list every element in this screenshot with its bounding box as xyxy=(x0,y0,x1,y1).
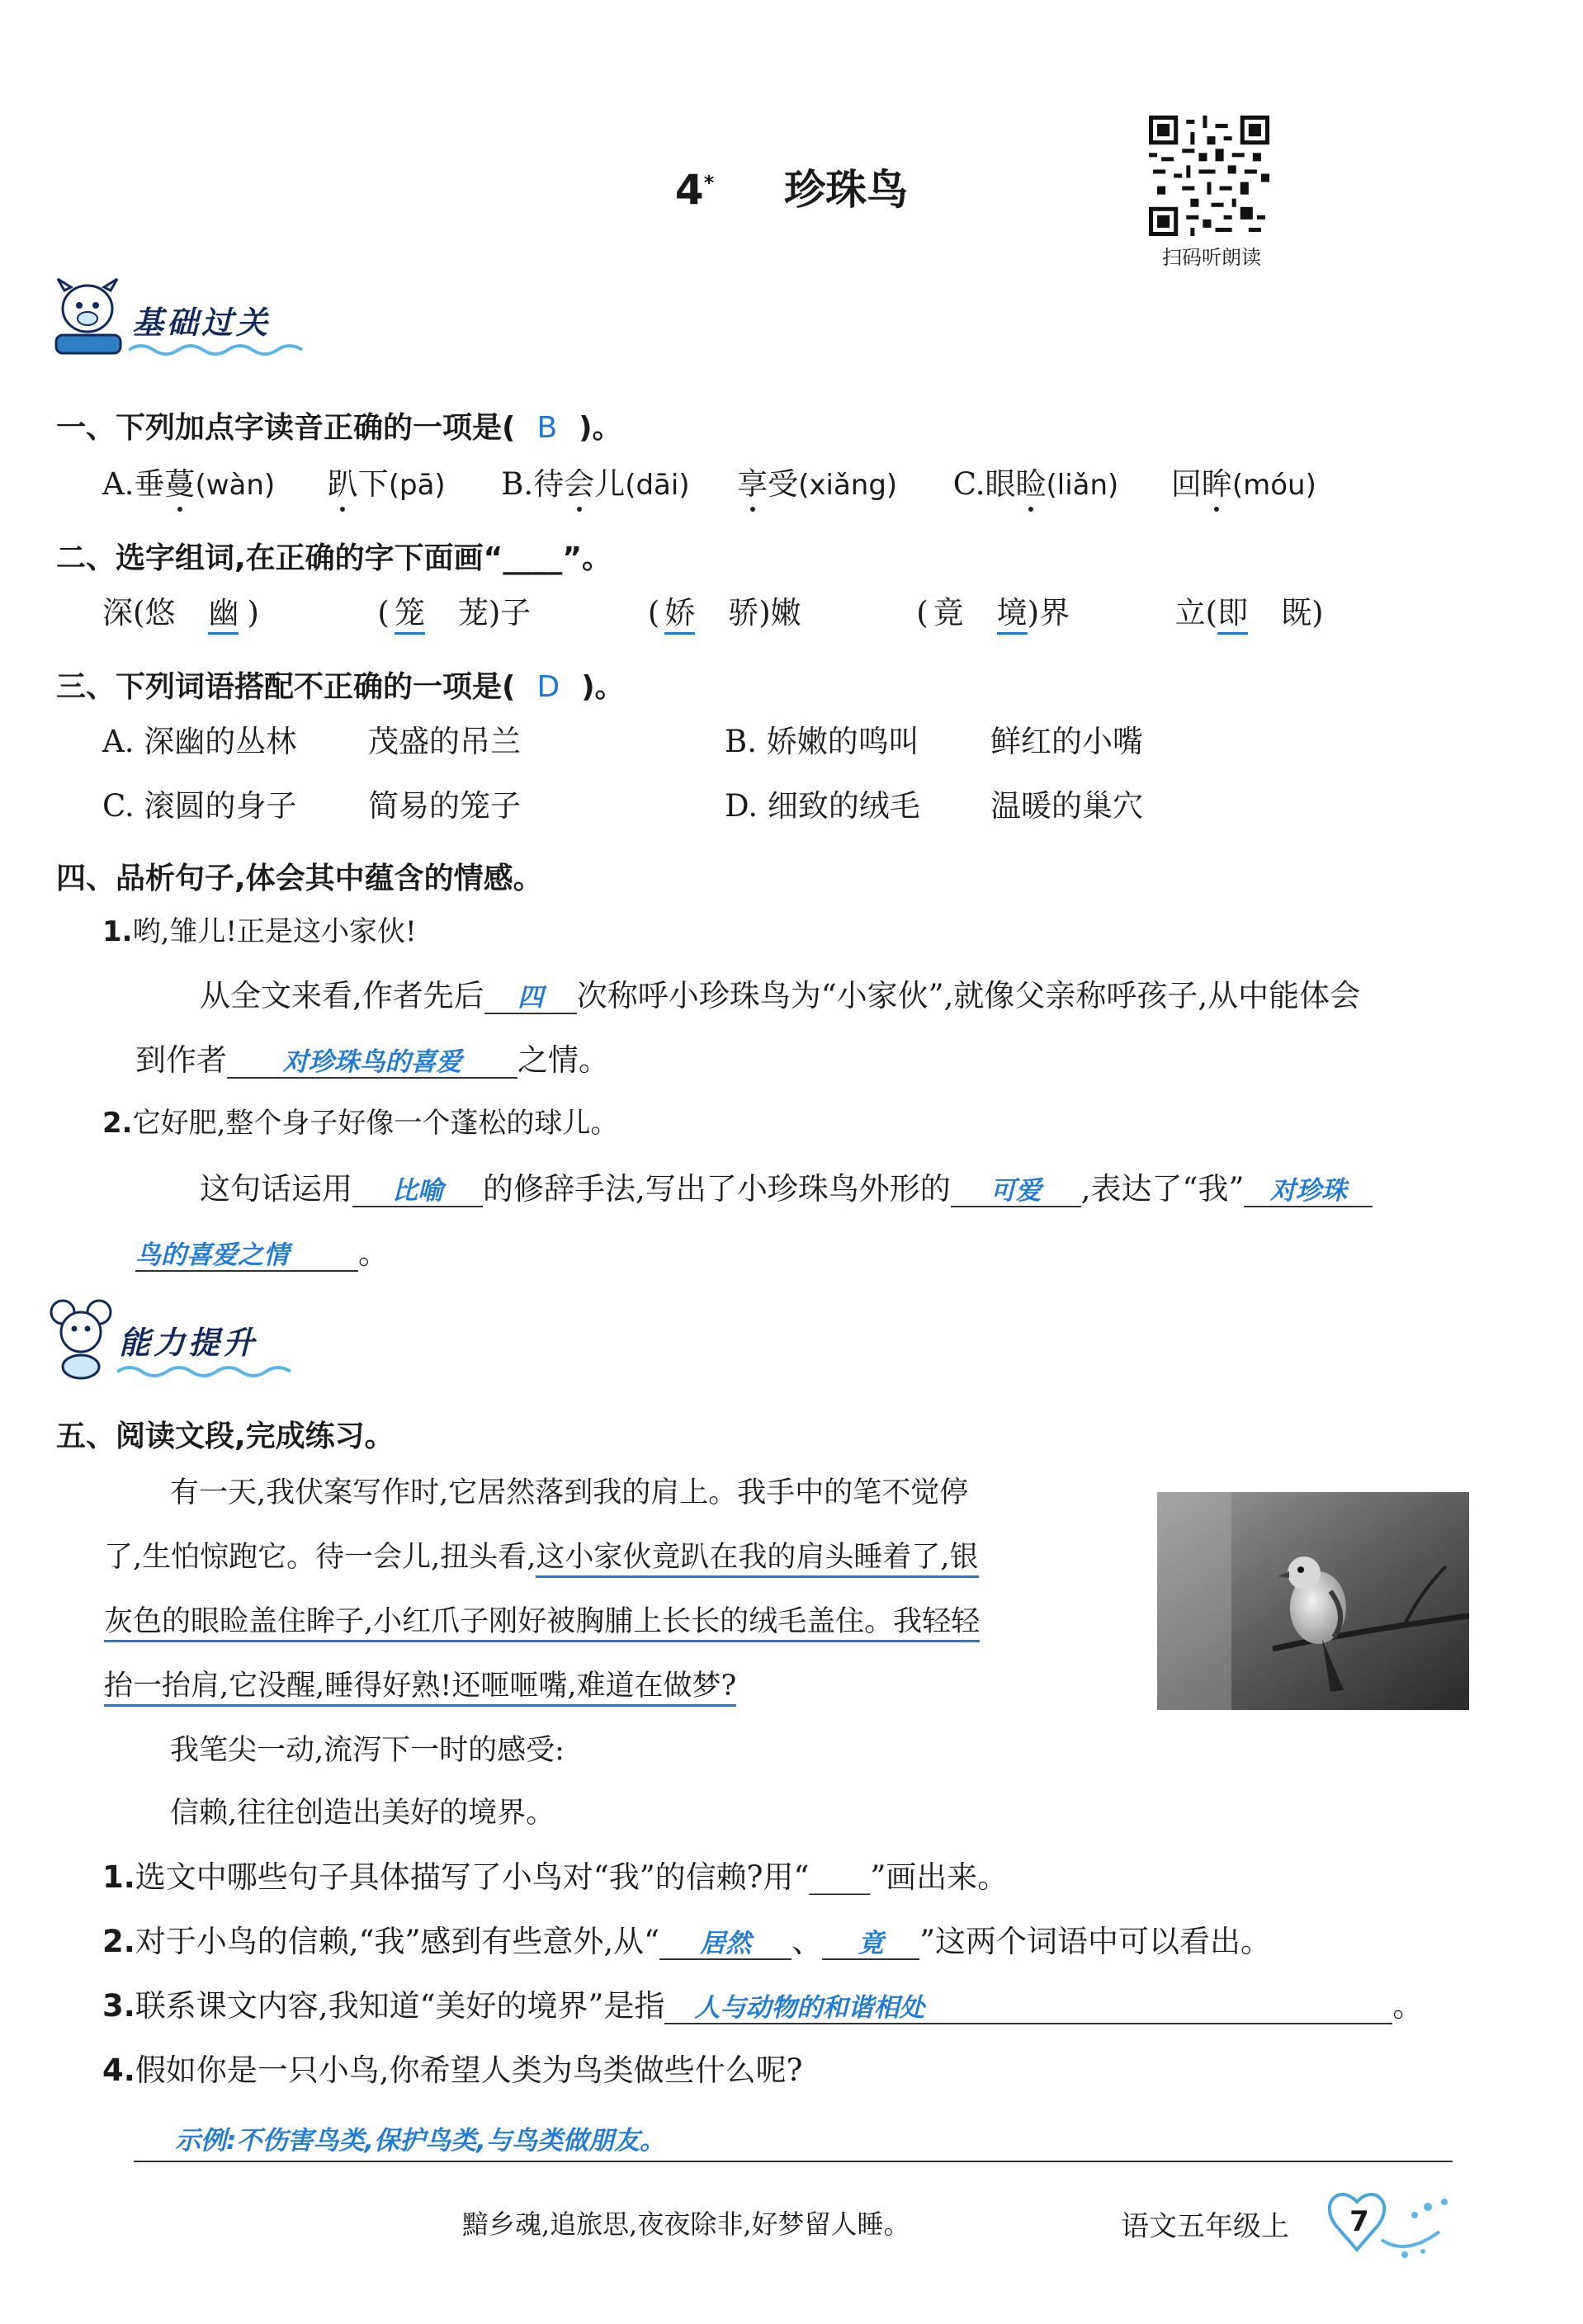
passage-underline-1: 这小家伙竟趴在我的肩头睡着了,银 xyxy=(536,1541,978,1578)
q1-b2-pinyin: (xiǎng) xyxy=(798,469,898,502)
q1-c1-pinyin: (liǎn) xyxy=(1046,469,1119,502)
q4-s1-l1a: 从全文来看,作者先后 xyxy=(200,978,484,1013)
q3-option-b: B. 娇嫩的鸣叫 xyxy=(725,724,919,759)
q4-s1-l2b: 之情。 xyxy=(517,1042,609,1078)
q3-stem xyxy=(56,664,625,706)
q5-sub4-answer: 示例:不伤害鸟类,保护鸟类,与鸟类做朋友。 xyxy=(175,2126,665,2156)
q1-c2-dotted: 眸 xyxy=(1201,466,1232,502)
q3-stem-text: 三、下列词语搭配不正确的一项是( xyxy=(56,670,516,704)
passage-line-5: 我笔尖一动,流泻下一时的感受: xyxy=(170,1734,565,1767)
q1-a2-pinyin: (pā) xyxy=(388,469,446,502)
q5-sub2-text-b: ”这两个词语中可以看出。 xyxy=(919,1924,1272,1959)
q5-sub2-text-a: 对于小鸟的信赖,“我”感到有些意外,从“ xyxy=(135,1924,660,1959)
q5-sub4-text: 假如你是一只小鸟,你希望人类为鸟类做些什么呢? xyxy=(135,2052,803,2088)
q4-s2-end: 。 xyxy=(358,1235,389,1271)
passage-line-3 xyxy=(104,1605,981,1638)
passage-line-2 xyxy=(104,1543,979,1572)
q5-sub3-number: 3. xyxy=(102,1988,135,2024)
pearl-bird-photo xyxy=(1157,1492,1469,1710)
q4-s1-answer1: 四 xyxy=(517,983,544,1013)
q4-s1-text: 哟,雏儿!正是这小家伙! xyxy=(132,915,417,948)
q4-s2-number: 2. xyxy=(102,1107,133,1140)
q2-group-4 xyxy=(916,595,1070,631)
q2-group-5 xyxy=(1175,595,1324,631)
q2-g2-pre: ( xyxy=(377,595,390,631)
q4-s2-answer3-blank[interactable] xyxy=(1244,1174,1373,1207)
q3-option-c: C. 滚圆的身子 xyxy=(102,788,297,824)
q4-s1-answer1-blank[interactable] xyxy=(484,980,577,1014)
q5-sub1 xyxy=(102,1859,1009,1895)
q4-sentence-2 xyxy=(102,1107,619,1140)
q2-g4-pre: ( xyxy=(916,595,929,631)
q3-option-a: A. 深幽的丛林 xyxy=(102,724,297,759)
q5-sub4 xyxy=(102,2052,803,2088)
q5-sub2 xyxy=(102,1926,1271,1960)
q1-stem xyxy=(56,404,622,446)
q2-group-3 xyxy=(648,595,801,631)
q3-end: )。 xyxy=(581,670,625,704)
q5-sub2-answer1-blank[interactable] xyxy=(659,1926,792,1960)
q4-s2-answer2-blank[interactable] xyxy=(951,1174,1081,1207)
q1-c2-pinyin: (móu) xyxy=(1231,469,1316,502)
q1-opt-a: A. xyxy=(102,466,135,502)
q1-a1-char: 垂 xyxy=(134,466,165,502)
q2-g3-pre: ( xyxy=(647,595,660,631)
q3-option-a2: 茂盛的吊兰 xyxy=(368,724,521,759)
q1-c1-char: 眼 xyxy=(985,466,1016,502)
q2-g2-post: )子 xyxy=(488,595,532,631)
q2-g3-option-b[interactable]: 骄 xyxy=(728,595,759,631)
passage-line-6: 信赖,往往创造出美好的境界。 xyxy=(170,1797,555,1830)
cow-mascot-icon xyxy=(50,276,129,361)
q1-b1-char2: 儿 xyxy=(594,466,626,502)
section-heading-basic xyxy=(50,276,314,366)
q4-s2-line1 xyxy=(200,1171,1373,1207)
q1-b1-char1: 待 xyxy=(533,466,565,502)
q2-g3-post: )嫩 xyxy=(758,595,801,631)
q4-s2-answer1: 比喻 xyxy=(392,1176,443,1206)
q1-a1-pinyin: (wàn) xyxy=(195,469,276,502)
passage-line-4 xyxy=(104,1672,736,1701)
q5-sub3-answer: 人与动物的和谐相处 xyxy=(694,1993,925,2023)
q1-b1-dotted: 会 xyxy=(564,466,595,502)
q2-groups xyxy=(102,595,1324,631)
wave-decoration xyxy=(117,1363,307,1380)
q4-s2-answer2: 可爱 xyxy=(990,1176,1042,1206)
qr-code-icon[interactable] xyxy=(1149,116,1269,236)
q3-option-b2: 鲜红的小嘴 xyxy=(990,724,1143,759)
q4-stem: 四、品析句子,体会其中蕴含的情感。 xyxy=(56,862,543,895)
q1-b2-dotted: 享 xyxy=(737,466,768,502)
section-title-ability: 能力提升 xyxy=(119,1325,258,1361)
q1-a1-dotted: 蔓 xyxy=(164,466,196,502)
q1-a2-dotted: 趴 xyxy=(327,466,358,502)
lesson-mark: * xyxy=(703,171,715,195)
wave-decoration xyxy=(129,342,319,358)
q4-sentence-1 xyxy=(102,915,417,948)
page-number: 7 xyxy=(1349,2205,1369,2238)
footer-quote: 黯乡魂,追旅思,夜夜除非,好梦留人睡。 xyxy=(462,2208,910,2240)
q4-s2-text: 它好肥,整个身子好像一个蓬松的球儿。 xyxy=(132,1107,619,1140)
lesson-title: 珍珠鸟 xyxy=(784,166,909,214)
q5-sub3 xyxy=(102,1988,1424,2024)
q2-g1-option-b-marked[interactable]: 幽 xyxy=(208,595,239,635)
q4-s1-line2 xyxy=(135,1042,609,1079)
q5-sub2-mid: 、 xyxy=(792,1924,823,1959)
q5-sub3-text: 联系课文内容,我知道“美好的境界”是指 xyxy=(135,1988,665,2024)
q3-option-d: D. 细致的绒毛 xyxy=(725,788,920,824)
passage-underline-2: 灰色的眼睑盖住眸子,小红爪子刚好被胸脯上长长的绒毛盖住。 xyxy=(104,1605,893,1642)
q4-s1-l2a: 到作者 xyxy=(135,1042,227,1078)
q5-sub2-answer2: 竟 xyxy=(858,1929,884,1958)
mouse-mascot-icon xyxy=(50,1296,116,1382)
q2-g5-option-b[interactable]: 既 xyxy=(1281,595,1312,631)
q1-a2-char: 下 xyxy=(357,466,389,502)
q2-g4-option-b-marked[interactable]: 境 xyxy=(997,595,1028,635)
q5-sub3-answer-blank[interactable] xyxy=(664,1991,1392,2024)
q4-s2-l1b: 的修辞手法,写出了小珍珠鸟外形的 xyxy=(483,1171,951,1207)
q4-s2-answer1-blank[interactable] xyxy=(352,1174,483,1207)
q1-answer: B xyxy=(536,411,558,445)
q5-sub1-text: 选文中哪些句子具体描写了小鸟对“我”的信赖?用“____”画出来。 xyxy=(135,1859,1009,1895)
q4-s2-answer3a: 对珍珠 xyxy=(1269,1176,1347,1206)
passage-line-1: 有一天,我伏案写作时,它居然落到我的肩上。我手中的笔不觉停 xyxy=(170,1476,969,1509)
lesson-title-row xyxy=(0,157,1583,216)
q2-g1-pre: 深( xyxy=(102,595,145,631)
q2-stem: 二、选字组词,在正确的字下面画“____”。 xyxy=(56,541,612,575)
q2-g2-option-a-marked[interactable]: 笼 xyxy=(395,595,425,635)
q4-s2-l1a: 这句话运用 xyxy=(200,1171,352,1207)
q2-g3-option-a-marked[interactable]: 娇 xyxy=(664,595,695,635)
q1-b1-pinyin: (dāi) xyxy=(625,469,690,502)
lesson-number: 4 xyxy=(674,166,704,214)
q4-s2-l1c: ,表达了“我” xyxy=(1080,1171,1245,1207)
section-heading-ability xyxy=(50,1296,297,1386)
q5-sub2-answer2-blank[interactable] xyxy=(822,1926,919,1960)
section-title-basic: 基础过关 xyxy=(132,305,272,341)
q5-sub3-end: 。 xyxy=(1392,1988,1424,2024)
q2-g5-pre: 立( xyxy=(1174,595,1218,631)
q1-c1-dotted: 睑 xyxy=(1015,466,1047,502)
q4-s2-answer3b: 鸟的喜爱之情 xyxy=(135,1240,289,1270)
q1-opt-b: B. xyxy=(501,466,534,502)
q2-g4-option-a[interactable]: 竟 xyxy=(933,595,964,631)
q2-group-1 xyxy=(102,595,259,631)
q2-g4-post: )界 xyxy=(1027,595,1070,631)
qr-label: 扫码听朗读 xyxy=(1162,246,1261,269)
q3-option-c2: 简易的笼子 xyxy=(368,788,521,824)
q4-s1-answer2-blank[interactable] xyxy=(227,1045,517,1079)
q1-end: )。 xyxy=(579,411,622,445)
q1-b2-char: 受 xyxy=(768,466,799,502)
q4-s1-answer2: 对珍珠鸟的喜爱 xyxy=(282,1047,462,1077)
q1-opt-c: C. xyxy=(952,466,985,502)
q5-stem: 五、阅读文段,完成练习。 xyxy=(56,1419,395,1453)
q4-s1-line1 xyxy=(200,980,1360,1014)
q1-c2-char: 回 xyxy=(1170,466,1202,502)
q5-sub4-number: 4. xyxy=(102,2052,135,2088)
q4-s1-number: 1. xyxy=(102,915,133,948)
q2-g2-option-b[interactable]: 茏 xyxy=(457,595,489,631)
q5-sub2-answer1: 居然 xyxy=(700,1929,752,1958)
passage-line-2a: 了,生怕惊跑它。待一会儿,扭头看, xyxy=(104,1541,536,1574)
q5-sub4-answer-line[interactable] xyxy=(134,2119,1453,2162)
q4-s2-answer3b-blank[interactable] xyxy=(135,1238,358,1272)
q4-s2-line2 xyxy=(135,1235,389,1272)
q2-g1-post: ) xyxy=(247,595,259,631)
q2-g1-option-a[interactable]: 悠 xyxy=(144,595,176,631)
q2-g5-post: ) xyxy=(1311,595,1324,631)
q3-answer: D xyxy=(536,670,560,704)
footer-book-title: 语文五年级上 xyxy=(1121,2210,1289,2243)
q1-options xyxy=(102,466,1316,502)
q1-stem-text: 一、下列加点字读音正确的一项是( xyxy=(56,411,516,445)
passage-underline-3: 抬一抬肩,它没醒,睡得好熟!还咂咂嘴,难道在做梦? xyxy=(104,1670,736,1707)
q2-g5-option-a-marked[interactable]: 即 xyxy=(1217,595,1248,635)
passage-underline-3a: 我轻轻 xyxy=(893,1605,980,1642)
q5-sub2-number: 2. xyxy=(102,1924,135,1959)
q5-sub1-number: 1. xyxy=(102,1859,135,1895)
q3-option-d2: 温暖的巢穴 xyxy=(990,788,1143,824)
q4-s1-l1b: 次称呼小珍珠鸟为“小家伙”,就像父亲称呼孩子,从中能体会 xyxy=(576,978,1361,1013)
q2-group-2 xyxy=(377,595,531,631)
